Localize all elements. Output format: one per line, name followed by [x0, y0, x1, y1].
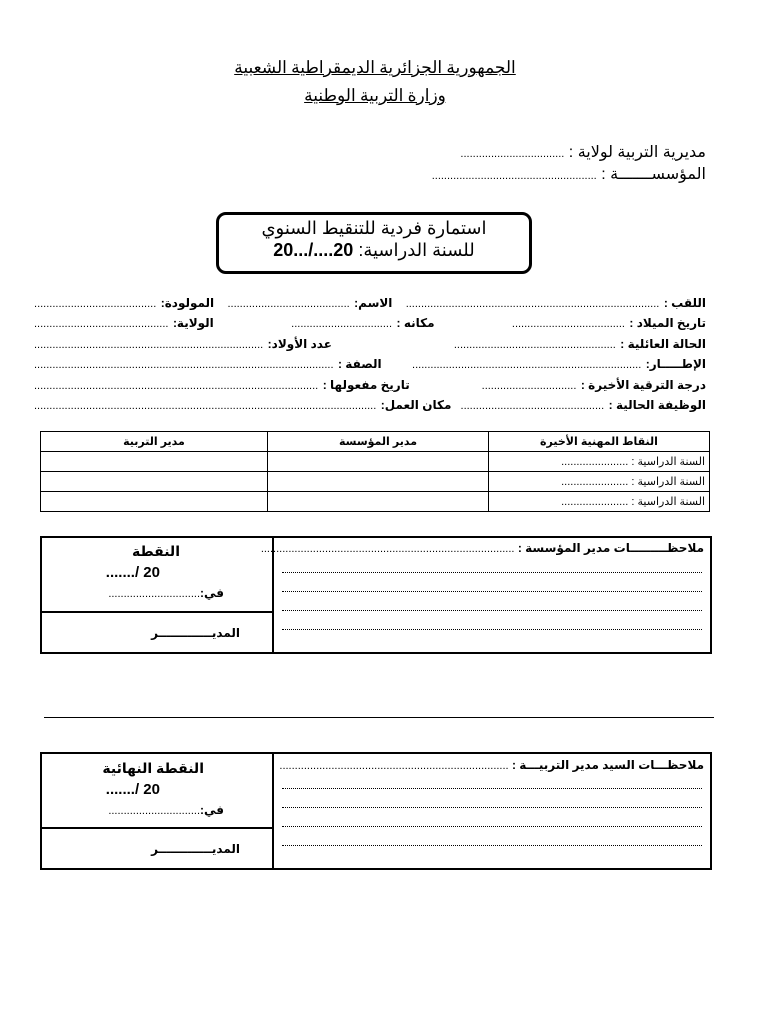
notes-line[interactable]	[282, 629, 702, 630]
date-field[interactable]: ..............................	[108, 588, 200, 600]
education-notes-field[interactable]: ...........................................................................	[279, 760, 509, 772]
personal-row	[34, 396, 706, 414]
personal-row	[34, 376, 706, 394]
personal-row	[34, 355, 706, 373]
wilaya-label: مديرية التربية لولاية :	[568, 144, 706, 161]
notes-line[interactable]	[282, 591, 702, 592]
notes-line[interactable]	[282, 610, 702, 611]
field-group	[412, 355, 706, 373]
field-group	[34, 396, 451, 414]
field-label: الاسم:	[354, 296, 393, 310]
col-header-points: النقاط المهنية الأخيرة	[489, 432, 710, 452]
form-title: استمارة فردية للتنقيط السنوي	[261, 218, 487, 238]
field-label: الوظيفة الحالية :	[608, 398, 706, 412]
notes-line[interactable]	[282, 845, 702, 846]
field-label: عدد الأولاد:	[267, 337, 332, 351]
field-input[interactable]: .............................................................................................	[34, 380, 319, 392]
institution-field[interactable]: ......................................................	[431, 170, 597, 182]
field-label: اللقب :	[663, 296, 706, 310]
table-row	[41, 452, 710, 472]
school-director-cell[interactable]	[268, 492, 489, 512]
field-label: الإطـــــار:	[645, 357, 706, 371]
education-notes-line	[279, 758, 704, 772]
notes-line[interactable]	[282, 826, 702, 827]
field-input[interactable]: ........................................	[227, 298, 350, 310]
field-input[interactable]: .....................................	[511, 318, 625, 330]
year-cell[interactable]: السنة الدراسية : ......................	[489, 472, 710, 492]
field-input[interactable]: ...........................................................................	[412, 359, 642, 371]
field-input[interactable]: ............................................	[34, 318, 169, 330]
notes-line[interactable]	[282, 807, 702, 808]
school-year-value[interactable]: 20.../....20	[273, 240, 354, 260]
table-row	[41, 492, 710, 512]
school-notes-field[interactable]: ...................................................................................	[260, 543, 515, 555]
education-director-cell[interactable]	[41, 472, 268, 492]
date-line	[44, 586, 224, 600]
field-label: مكانه :	[396, 316, 435, 330]
divider	[40, 827, 274, 829]
education-notes-label: ملاحظـــات السيد مدير التربيـــة :	[511, 758, 704, 772]
notes-line[interactable]	[282, 572, 702, 573]
institution-line	[432, 164, 706, 184]
field-input[interactable]: ........................................	[34, 298, 157, 310]
col-header-school-director: مدير المؤسسة	[268, 432, 489, 452]
field-label: المولودة:	[160, 296, 215, 310]
personal-row	[34, 294, 706, 312]
final-date-line	[44, 803, 224, 817]
personal-row	[34, 335, 706, 353]
year-cell[interactable]: السنة الدراسية : ......................	[489, 452, 710, 472]
school-notes-line	[261, 541, 704, 555]
field-input[interactable]: .....................................................	[453, 339, 616, 351]
field-group	[406, 294, 706, 312]
school-notes-label: ملاحظـــــــــات مدير المؤسسة :	[517, 541, 704, 555]
field-label: الصفة :	[337, 357, 382, 371]
school-year-label: للسنة الدراسية:	[358, 240, 475, 260]
field-input[interactable]: ...........................................................................	[34, 339, 264, 351]
score-value[interactable]: ......./ 20	[105, 564, 160, 581]
personal-row	[34, 314, 706, 332]
final-date-label: في:	[200, 803, 224, 817]
field-input[interactable]: ..................................................................................................	[34, 359, 334, 371]
col-header-education-director: مدير التربية	[41, 432, 268, 452]
field-group	[291, 314, 434, 332]
director-signature[interactable]: المديـــــــــــــر	[151, 626, 240, 640]
institution-label: المؤسســـــــة :	[601, 166, 706, 183]
field-group	[34, 376, 410, 394]
year-cell[interactable]: السنة الدراسية : ......................	[489, 492, 710, 512]
score-label: النقطة	[132, 543, 180, 559]
points-table	[40, 431, 710, 512]
school-director-cell[interactable]	[268, 452, 489, 472]
wilaya-field[interactable]: ..................................	[460, 148, 565, 160]
field-group	[227, 294, 392, 312]
separator-line	[44, 717, 714, 718]
final-director-signature[interactable]: المديـــــــــــــر	[151, 842, 240, 856]
field-group	[454, 335, 706, 353]
field-input[interactable]: ...................................................................................	[405, 298, 660, 310]
final-score-value[interactable]: ......./ 20	[105, 781, 160, 798]
field-label: تاريخ مفعولها :	[322, 378, 410, 392]
final-date-field[interactable]: ..............................	[108, 805, 200, 817]
ministry-title: وزارة التربية الوطنية	[304, 86, 446, 105]
school-year-line	[219, 240, 529, 261]
field-group	[482, 376, 706, 394]
field-label: الولاية:	[172, 316, 214, 330]
field-input[interactable]: ...............................	[481, 380, 577, 392]
divider	[40, 611, 274, 613]
divider	[272, 752, 274, 868]
field-group	[34, 335, 332, 353]
field-label: مكان العمل:	[380, 398, 452, 412]
field-group	[512, 314, 706, 332]
final-score-label: النقطة النهائية	[102, 760, 204, 776]
field-group	[34, 355, 382, 373]
field-input[interactable]: .................................	[291, 318, 393, 330]
education-director-cell[interactable]	[41, 492, 268, 512]
field-group	[461, 396, 706, 414]
education-director-cell[interactable]	[41, 452, 268, 472]
field-label: درجة الترقية الأخيرة :	[580, 378, 706, 392]
date-label: في:	[200, 586, 224, 600]
republic-title: الجمهورية الجزائرية الديمقراطية الشعبية	[234, 58, 516, 77]
field-label: الحالة العائلية :	[620, 337, 706, 351]
wilaya-line	[460, 142, 706, 162]
table-row	[41, 472, 710, 492]
school-director-cell[interactable]	[268, 472, 489, 492]
field-input[interactable]: ...............................................	[460, 400, 605, 412]
field-group	[34, 294, 214, 312]
form-title-box	[216, 212, 532, 274]
field-input[interactable]: ................................................................................................................	[34, 400, 377, 412]
field-label: تاريخ الميلاد :	[629, 316, 706, 330]
notes-line[interactable]	[282, 788, 702, 789]
field-group	[34, 314, 214, 332]
